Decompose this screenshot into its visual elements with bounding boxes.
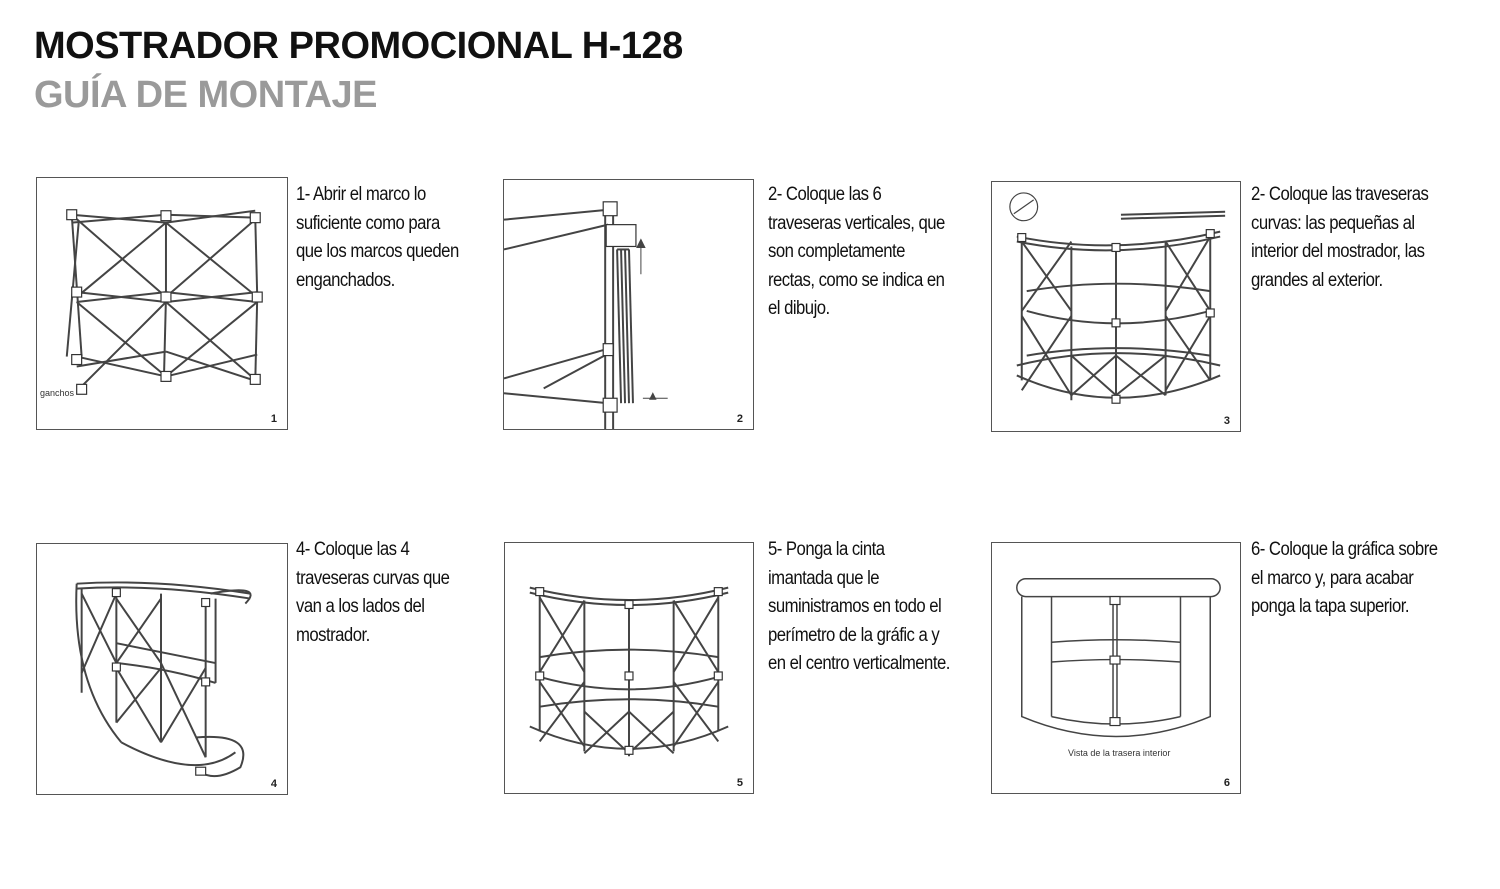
folding-frame-drawing [37, 178, 287, 429]
instruction-line: curvas: las pequeñas al [1251, 212, 1415, 234]
step-6-instructions [1251, 536, 1438, 622]
instruction-line: traveseras curvas que [296, 567, 450, 589]
step-2-illustration [503, 179, 754, 430]
instruction-line: ponga la tapa superior. [1251, 596, 1409, 617]
step-3-instructions [1251, 181, 1428, 295]
figure-number: 3 [1223, 415, 1230, 427]
instruction-line: el dibujo. [768, 298, 830, 319]
instruction-line: suficiente como para [296, 212, 440, 234]
step-1-illustration [36, 177, 288, 430]
instruction-line: traveseras verticales, que [768, 212, 945, 234]
instruction-line: suministramos en todo el [768, 596, 942, 617]
magnetic-tape-drawing [505, 543, 753, 793]
step-6-illustration [991, 542, 1241, 794]
instruction-line: interior del mostrador, las [1251, 241, 1425, 262]
figure-label: Vista de la trasera interior [1068, 748, 1171, 758]
instruction-line: imantada que le [768, 567, 880, 589]
instruction-line: son completamente [768, 241, 905, 262]
instruction-line: 6- Coloque la gráfica sobre [1251, 539, 1438, 560]
figure-number: 1 [270, 413, 277, 425]
curved-crossbar-drawing [992, 182, 1240, 431]
vertical-crossbar-drawing [504, 180, 753, 429]
instruction-line: en el centro verticalmente. [768, 653, 950, 674]
instruction-line: 5- Ponga la cinta [768, 539, 885, 560]
instruction-line: 2- Coloque las traveseras [1251, 184, 1429, 205]
figure-number: 5 [736, 777, 743, 789]
instruction-line: mostrador. [296, 624, 370, 646]
document-subtitle: GUÍA DE MONTAJE [34, 74, 377, 116]
instruction-line: enganchados. [296, 269, 395, 291]
step-5-instructions [768, 536, 950, 679]
side-crossbar-drawing [37, 544, 287, 794]
step-3-illustration [991, 181, 1241, 432]
figure-label: ganchos [40, 388, 75, 398]
document-title: MOSTRADOR PROMOCIONAL H-128 [34, 25, 683, 67]
instruction-line: 4- Coloque las 4 [296, 539, 410, 560]
instruction-line: el marco y, para acabar [1251, 567, 1414, 589]
instruction-line: van a los lados del [296, 596, 425, 617]
step-2-instructions [768, 181, 945, 324]
step-4-illustration [36, 543, 288, 795]
instruction-line: 1- Abrir el marco lo [296, 184, 426, 205]
step-4-instructions [296, 536, 449, 650]
instruction-line: perímetro de la gráfic a y [768, 624, 940, 646]
figure-number: 6 [1223, 777, 1230, 789]
instruction-line: grandes al exterior. [1251, 269, 1383, 291]
instruction-line: que los marcos queden [296, 241, 459, 262]
instruction-line: 2- Coloque las 6 [768, 184, 882, 205]
figure-number: 4 [270, 778, 277, 790]
instruction-line: rectas, como se indica en [768, 269, 945, 291]
step-5-illustration [504, 542, 754, 794]
figure-number: 2 [736, 413, 743, 425]
step-1-instructions [296, 181, 459, 295]
